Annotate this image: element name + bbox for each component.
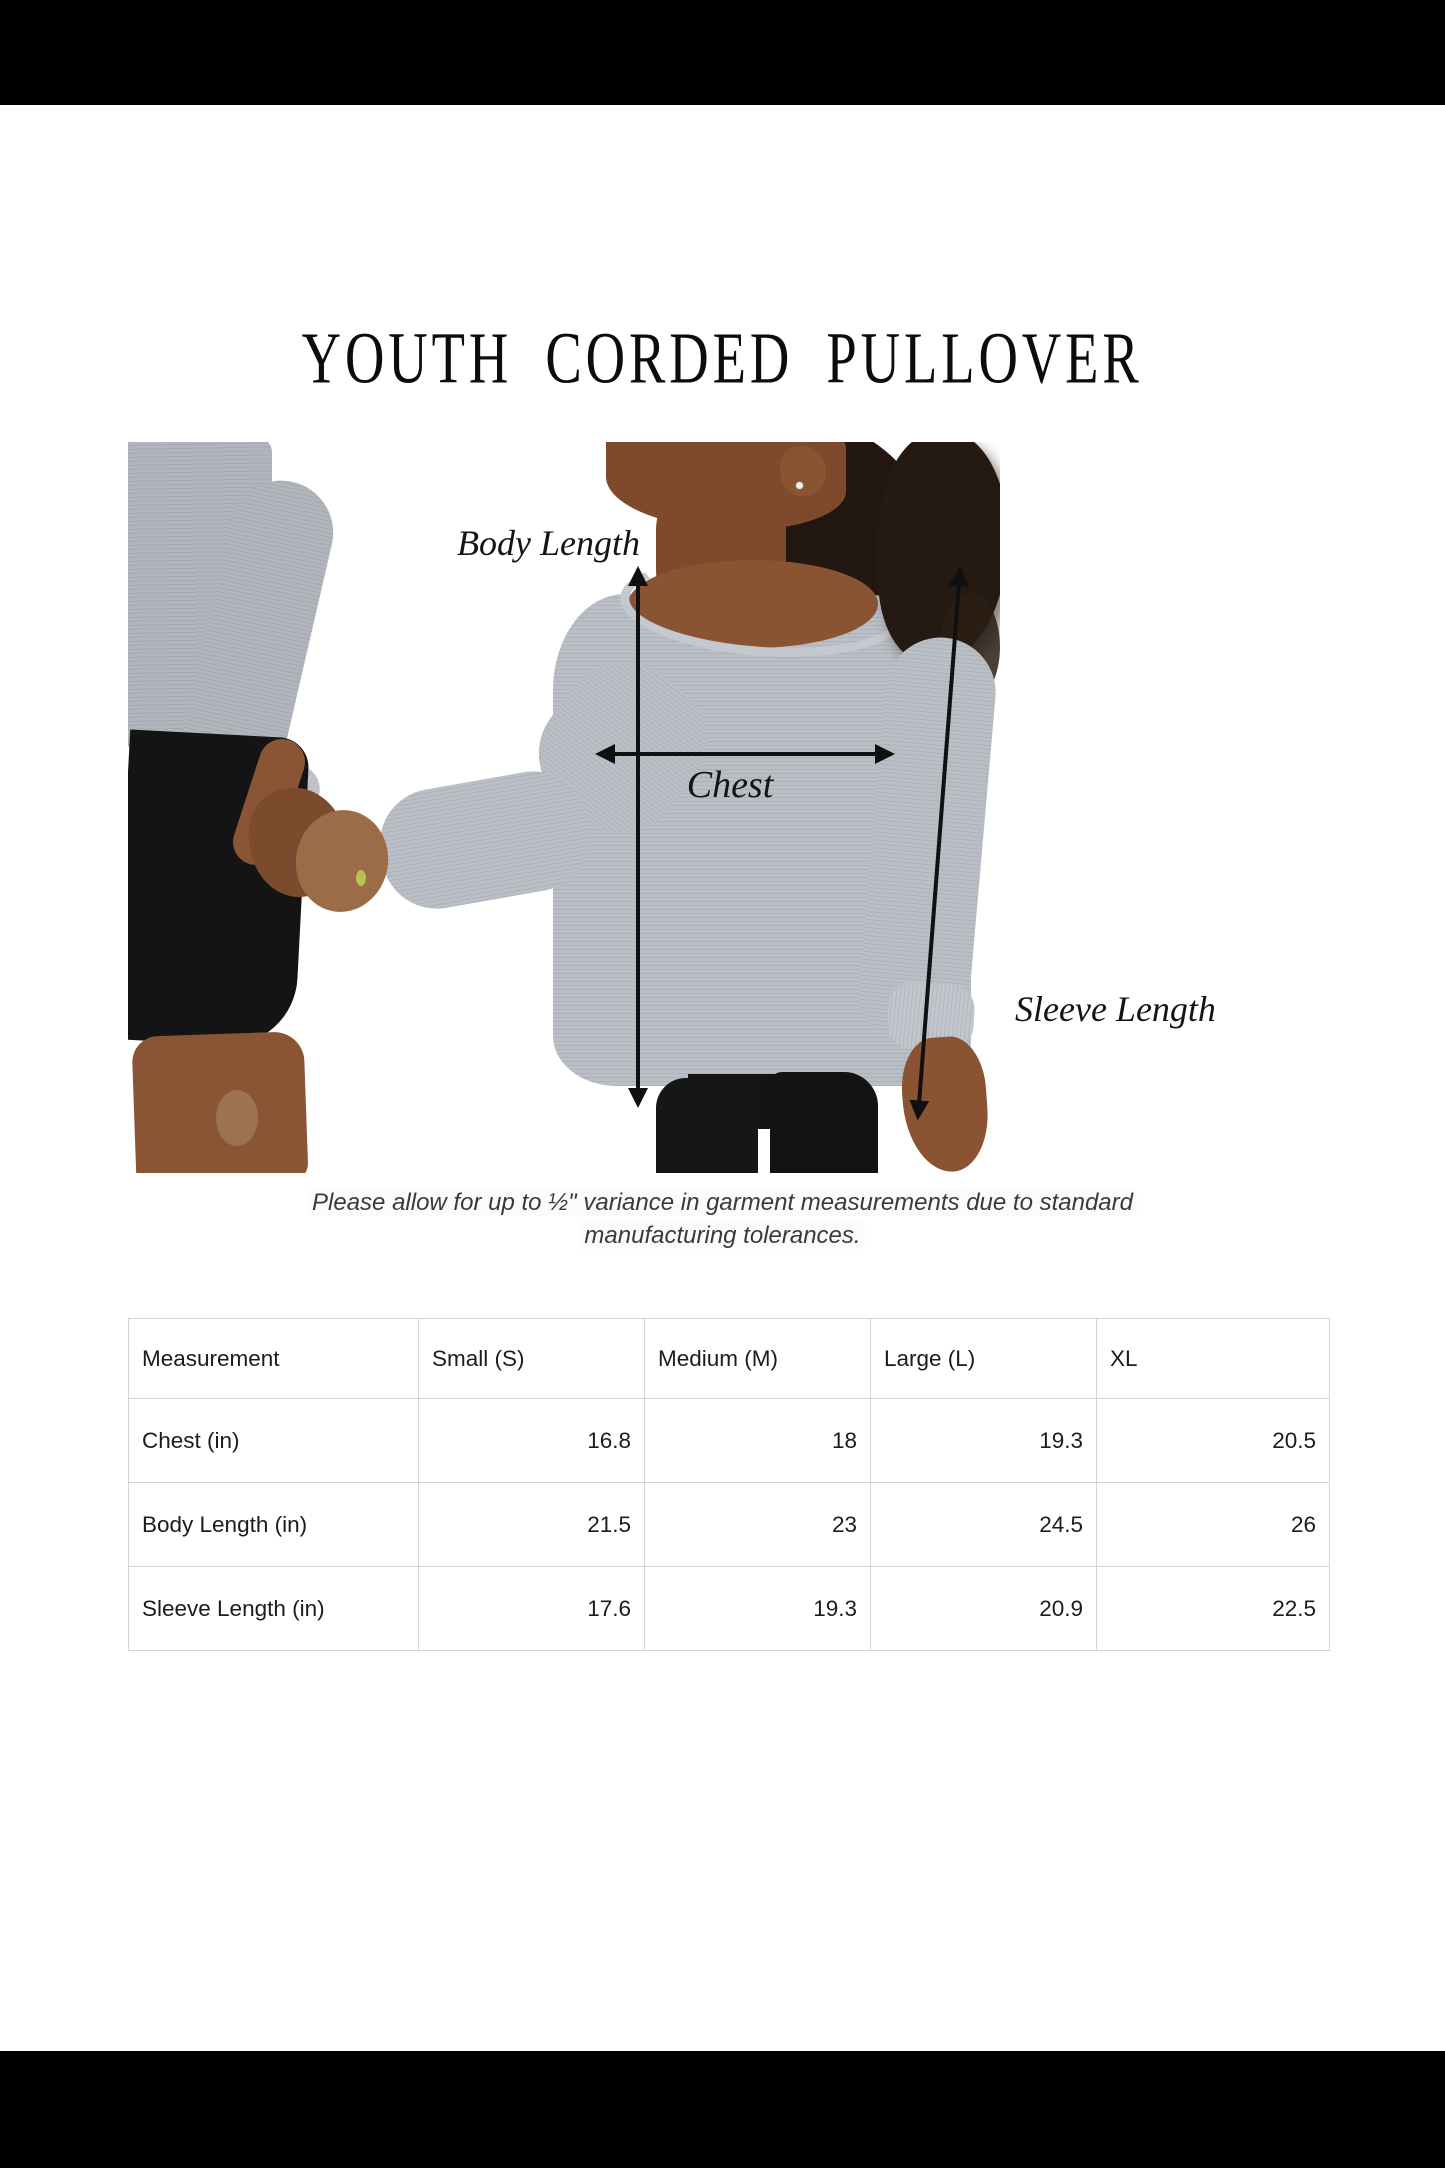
arrow-right-head-icon — [875, 744, 895, 764]
column-header-medium: Medium (M) — [645, 1319, 871, 1399]
arrow-down-head-icon — [628, 1088, 648, 1108]
size-value: 18 — [645, 1399, 871, 1483]
arrow-up-head-icon — [628, 566, 648, 586]
bottom-black-bar — [0, 2051, 1445, 2168]
disclaimer-line-1: Please allow for up to ½" variance in garment measurements due to standard — [0, 1186, 1445, 1219]
row-label: Chest (in) — [129, 1399, 419, 1483]
column-header-measurement: Measurement — [129, 1319, 419, 1399]
page-title-row — [0, 318, 1445, 398]
size-value: 17.6 — [419, 1567, 645, 1651]
child-legging-right — [770, 1072, 878, 1173]
size-value: 23 — [645, 1483, 871, 1567]
table-row-body-length — [129, 1483, 1330, 1567]
earring-stud — [796, 482, 803, 489]
size-table — [128, 1318, 1330, 1651]
size-value: 16.8 — [419, 1399, 645, 1483]
chest-label: Chest — [686, 764, 774, 806]
sleeve-length-label: Sleeve Length — [1015, 989, 1216, 1029]
table-row-chest — [129, 1399, 1330, 1483]
size-value: 22.5 — [1097, 1567, 1330, 1651]
tolerance-disclaimer — [0, 1186, 1445, 1252]
size-value: 19.3 — [871, 1399, 1097, 1483]
arrow-down-head-icon — [908, 1100, 929, 1121]
column-header-xl: XL — [1097, 1319, 1330, 1399]
row-label: Body Length (in) — [129, 1483, 419, 1567]
column-header-large: Large (L) — [871, 1319, 1097, 1399]
size-table-header-row — [129, 1319, 1330, 1399]
page-title: YOUTH CORDED PULLOVER — [301, 319, 1144, 400]
table-row-sleeve-length — [129, 1567, 1330, 1651]
size-value: 20.9 — [871, 1567, 1097, 1651]
column-header-small: Small (S) — [419, 1319, 645, 1399]
size-value: 19.3 — [645, 1567, 871, 1651]
disclaimer-line-2: manufacturing tolerances. — [0, 1219, 1445, 1252]
child-legging-left — [656, 1078, 758, 1173]
arrow-left-head-icon — [595, 744, 615, 764]
bracelet-bead — [356, 870, 366, 886]
chest-arrow — [613, 752, 877, 756]
arrow-up-head-icon — [949, 565, 970, 586]
size-value: 26 — [1097, 1483, 1330, 1567]
body-length-arrow — [636, 584, 640, 1090]
child-ear — [780, 446, 826, 496]
size-value: 20.5 — [1097, 1399, 1330, 1483]
size-value: 21.5 — [419, 1483, 645, 1567]
top-black-bar — [0, 0, 1445, 105]
body-length-label: Body Length — [457, 523, 640, 563]
size-value: 24.5 — [871, 1483, 1097, 1567]
adult-knee-highlight — [216, 1090, 258, 1146]
row-label: Sleeve Length (in) — [129, 1567, 419, 1651]
